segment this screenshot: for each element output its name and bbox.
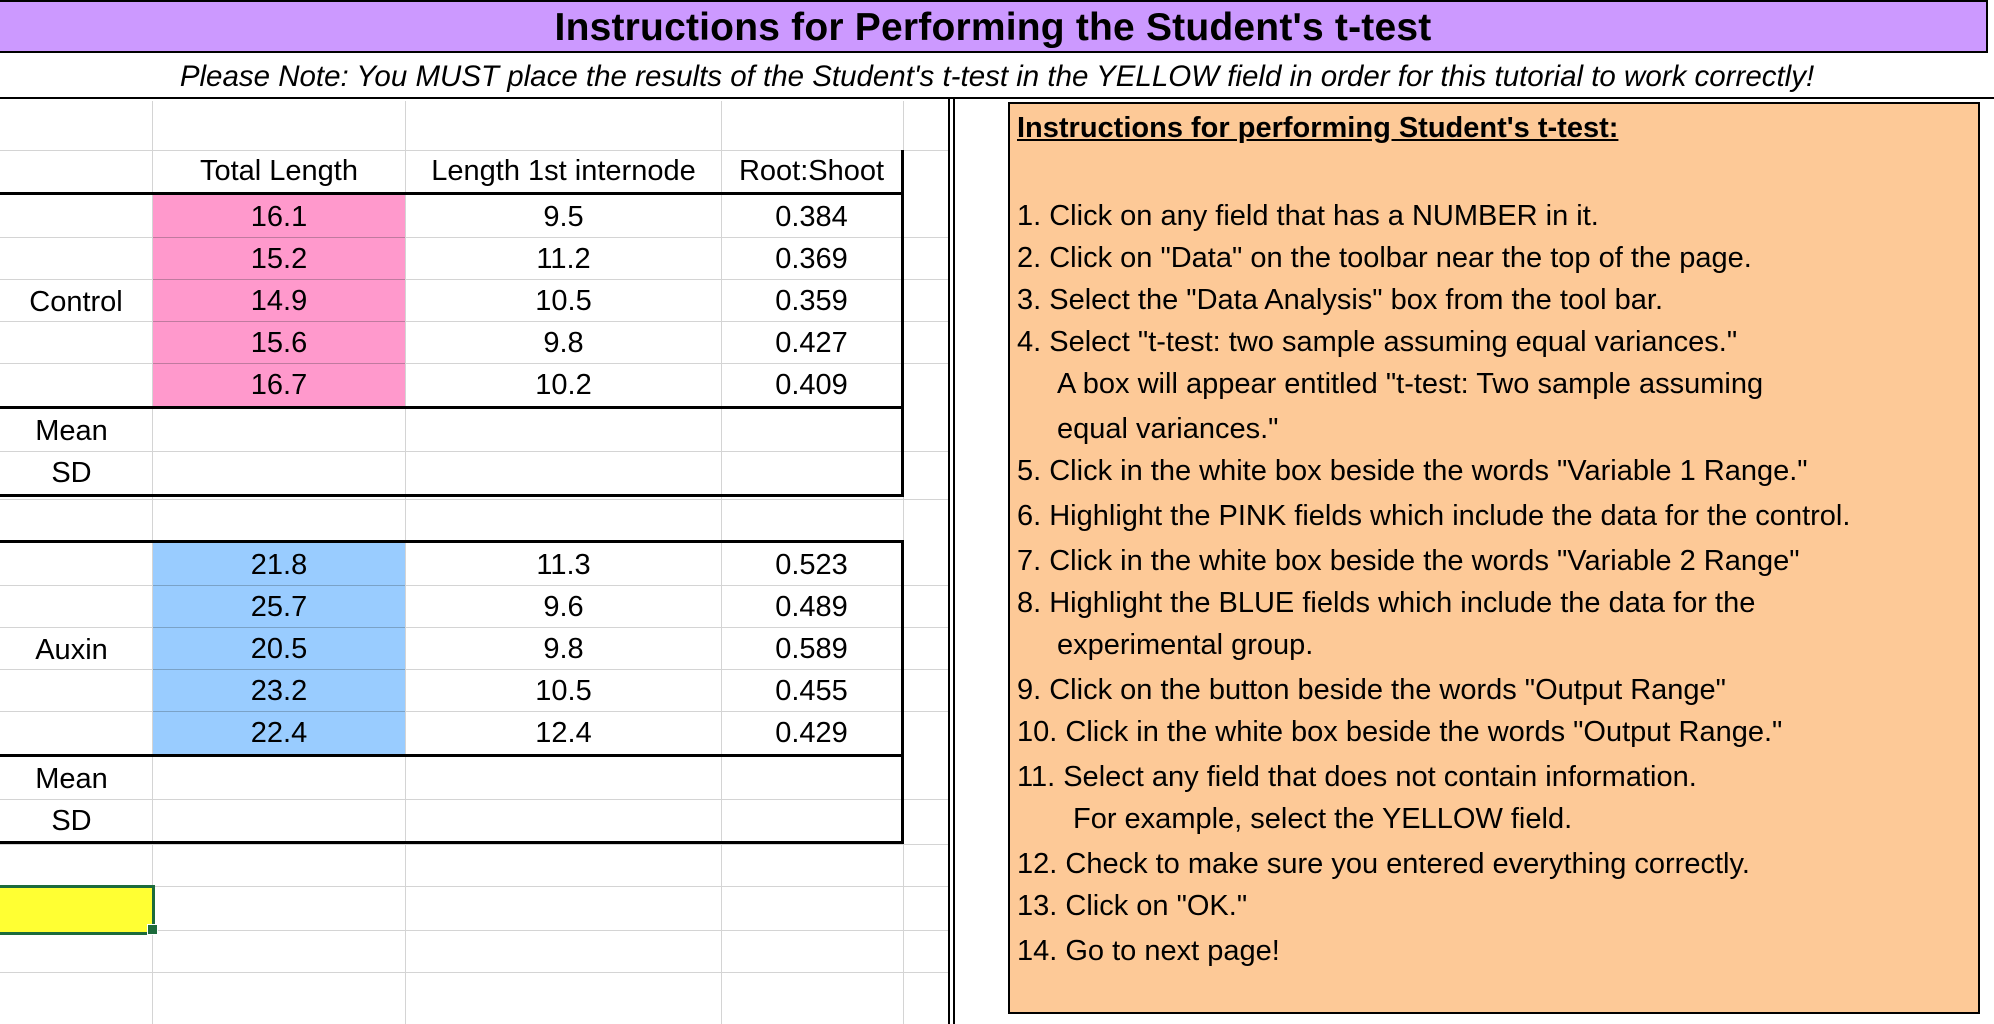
control-total-length-1[interactable]: 16.1 bbox=[250, 201, 308, 233]
auxin-root-shoot-2[interactable]: 0.489 bbox=[775, 591, 848, 623]
control-root-shoot-4[interactable]: 0.427 bbox=[775, 327, 848, 359]
instructions-panel bbox=[1008, 102, 1980, 1014]
control-label[interactable]: Control bbox=[29, 286, 123, 318]
header-total-length[interactable]: Total Length bbox=[199, 155, 358, 187]
control-total-length-2[interactable]: 15.2 bbox=[250, 243, 308, 275]
auxin-total-length-2[interactable]: 25.7 bbox=[250, 591, 308, 623]
control-internode-2[interactable]: 11.2 bbox=[536, 243, 591, 275]
header-length-1st-internode[interactable]: Length 1st internode bbox=[431, 155, 696, 187]
instruction-step-10: 10. Click in the white box beside the words "Output Range." bbox=[1017, 716, 1783, 748]
auxin-internode-4[interactable]: 10.5 bbox=[535, 675, 592, 707]
control-internode-5[interactable]: 10.2 bbox=[535, 369, 592, 401]
instruction-step-5: 5. Click in the white box beside the words "Variable 1 Range." bbox=[1017, 455, 1808, 487]
instruction-step-7: 7. Click in the white box beside the words "Variable 2 Range" bbox=[1017, 545, 1800, 577]
control-root-shoot-5[interactable]: 0.409 bbox=[775, 369, 848, 401]
control-root-shoot-2[interactable]: 0.369 bbox=[775, 243, 848, 275]
instruction-step-8: 8. Highlight the BLUE fields which include the data for the bbox=[1017, 587, 1756, 619]
instruction-step-3: 3. Select the "Data Analysis" box from the tool bar. bbox=[1017, 284, 1664, 316]
instruction-step-9: 9. Click on the button beside the words "Output Range" bbox=[1017, 674, 1726, 706]
control-root-shoot-3[interactable]: 0.359 bbox=[775, 285, 848, 317]
auxin-root-shoot-5[interactable]: 0.429 bbox=[775, 717, 848, 749]
control-internode-4[interactable]: 9.8 bbox=[543, 327, 584, 359]
auxin-total-length-5[interactable]: 22.4 bbox=[250, 717, 308, 749]
auxin-mean-label[interactable]: Mean bbox=[35, 763, 108, 795]
note-banner: Please Note: You MUST place the results of the Student's t-test in the YELLOW field in order for this tutorial to work correctly! bbox=[0, 53, 1994, 99]
fill-handle[interactable] bbox=[147, 924, 158, 935]
instruction-step-13: 13. Click on "OK." bbox=[1017, 890, 1248, 922]
control-total-length-5[interactable]: 16.7 bbox=[250, 369, 308, 401]
control-root-shoot-1[interactable]: 0.384 bbox=[775, 201, 848, 233]
control-internode-3[interactable]: 10.5 bbox=[535, 285, 592, 317]
instruction-step-2: 2. Click on "Data" on the toolbar near the top of the page. bbox=[1017, 242, 1752, 274]
auxin-internode-1[interactable]: 11.3 bbox=[536, 549, 591, 581]
instruction-step-8-cont: experimental group. bbox=[1057, 629, 1314, 661]
instruction-step-11-cont: For example, select the YELLOW field. bbox=[1073, 803, 1573, 835]
control-sd-label[interactable]: SD bbox=[51, 457, 92, 489]
auxin-total-length-3[interactable]: 20.5 bbox=[250, 633, 308, 665]
instruction-step-4-note: A box will appear entitled "t-test: Two sample assuming bbox=[1057, 368, 1764, 400]
auxin-internode-2[interactable]: 9.6 bbox=[543, 591, 584, 623]
instruction-step-4: 4. Select "t-test: two sample assuming equal variances." bbox=[1017, 326, 1738, 358]
instruction-step-11: 11. Select any field that does not contain information. bbox=[1017, 761, 1697, 793]
auxin-root-shoot-4[interactable]: 0.455 bbox=[775, 675, 848, 707]
instructions-title: Instructions for performing Student's t-test: bbox=[1017, 112, 1619, 144]
auxin-total-length-4[interactable]: 23.2 bbox=[250, 675, 308, 707]
auxin-sd-label[interactable]: SD bbox=[51, 805, 92, 837]
auxin-total-length-1[interactable]: 21.8 bbox=[250, 549, 308, 581]
auxin-root-shoot-1[interactable]: 0.523 bbox=[775, 549, 848, 581]
auxin-internode-3[interactable]: 9.8 bbox=[543, 633, 584, 665]
instruction-step-14: 14. Go to next page! bbox=[1017, 935, 1280, 967]
control-internode-1[interactable]: 9.5 bbox=[543, 201, 584, 233]
auxin-label[interactable]: Auxin bbox=[35, 634, 108, 666]
page-title: Instructions for Performing the Student's t-test bbox=[0, 0, 1988, 53]
auxin-root-shoot-3[interactable]: 0.589 bbox=[775, 633, 848, 665]
control-total-length-4[interactable]: 15.6 bbox=[250, 327, 308, 359]
instruction-step-1: 1. Click on any field that has a NUMBER in it. bbox=[1017, 200, 1599, 232]
control-mean-label[interactable]: Mean bbox=[35, 415, 108, 447]
instruction-step-4-note-cont: equal variances." bbox=[1057, 413, 1279, 445]
instruction-step-12: 12. Check to make sure you entered everything correctly. bbox=[1017, 848, 1750, 880]
control-total-length-3[interactable]: 14.9 bbox=[250, 285, 308, 317]
instruction-step-6: 6. Highlight the PINK fields which include the data for the control. bbox=[1017, 500, 1851, 532]
header-root-shoot[interactable]: Root:Shoot bbox=[738, 155, 885, 187]
auxin-internode-5[interactable]: 12.4 bbox=[535, 717, 592, 749]
result-cell[interactable] bbox=[0, 885, 155, 935]
